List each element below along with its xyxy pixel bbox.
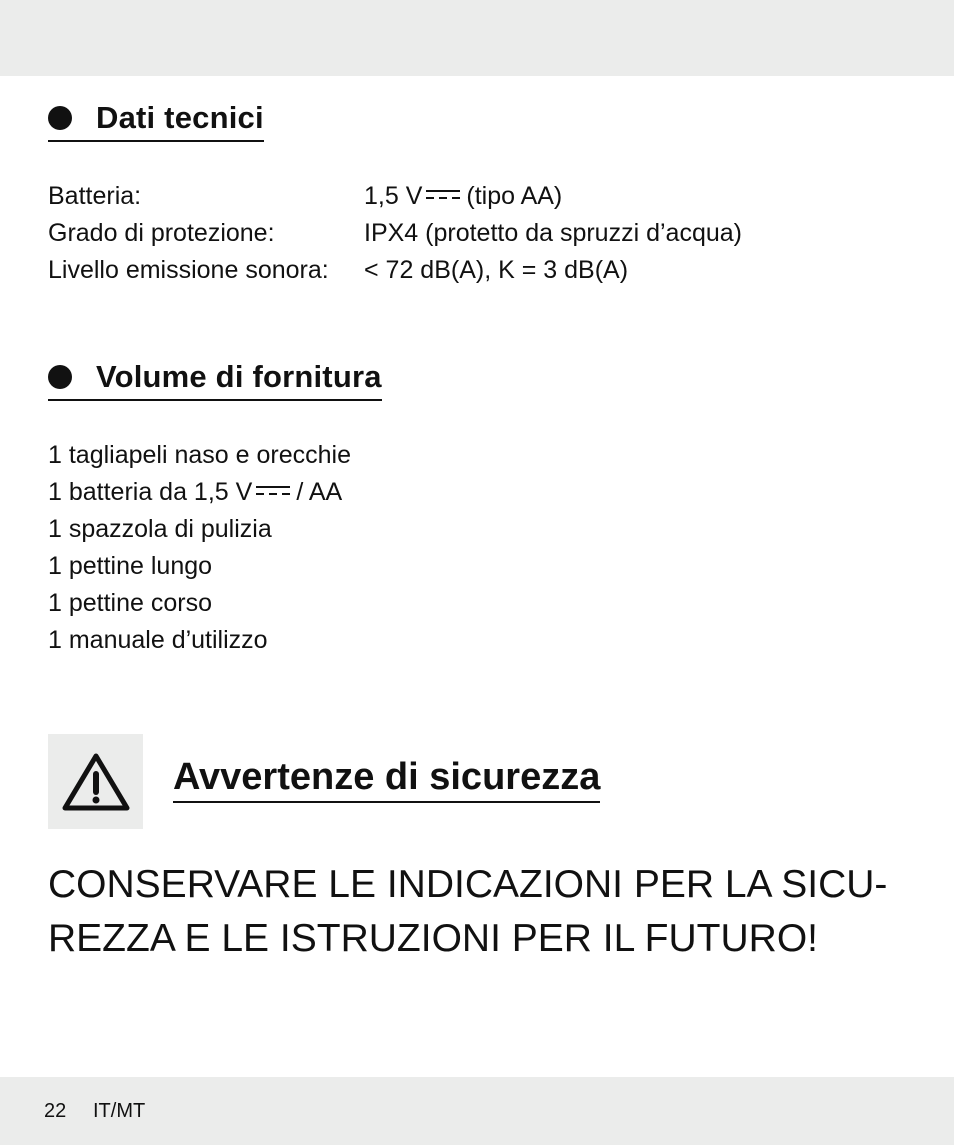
bullet-icon: [48, 365, 72, 389]
list-item: 1 spazzola di pulizia: [48, 515, 272, 543]
supply-list: [48, 437, 351, 659]
spec-label: Grado di protezione:: [48, 219, 275, 247]
spec-value: [364, 178, 562, 215]
list-item-text: / AA: [296, 478, 343, 506]
notice-line: REZZA E LE ISTRUZIONI PER IL FUTURO!: [48, 917, 818, 960]
spec-row: [48, 252, 742, 289]
spec-value-text: 1,5 V: [364, 182, 423, 210]
header-band: [0, 0, 954, 76]
notice-line: CONSERVARE LE INDICAZIONI PER LA SICU-: [48, 863, 888, 906]
warning-triangle-icon: [61, 752, 131, 812]
warning-icon-box: [48, 734, 143, 829]
spec-label: Batteria:: [48, 182, 142, 210]
spec-value: < 72 dB(A), K = 3 dB(A): [364, 256, 629, 284]
supply-heading: [48, 359, 382, 401]
supply-title: Volume di fornitura: [96, 359, 382, 394]
spec-label: Livello emissione sonora:: [48, 256, 329, 284]
spec-value-text: (tipo AA): [466, 182, 563, 210]
list-item: 1 tagliapeli naso e orecchie: [48, 441, 351, 469]
list-item: 1 manuale d’utilizzo: [48, 626, 268, 654]
list-item: [48, 474, 351, 511]
keep-instructions-notice: [48, 858, 908, 966]
bullet-icon: [48, 106, 72, 130]
spec-value: IPX4 (protetto da spruzzi d’acqua): [364, 219, 742, 247]
technical-data-heading: [48, 100, 264, 142]
spec-table: [48, 178, 742, 289]
spec-row: [48, 178, 742, 215]
dc-symbol-icon: [256, 483, 290, 497]
technical-data-title: Dati tecnici: [96, 100, 264, 135]
dc-symbol-icon: [426, 187, 460, 201]
page-number: 22: [44, 1100, 67, 1122]
list-item: 1 pettine corso: [48, 589, 212, 617]
list-item: 1 pettine lungo: [48, 552, 213, 580]
list-item-text: 1 batteria da 1,5 V: [48, 478, 253, 506]
safety-title: Avvertenze di sicurezza: [173, 756, 600, 803]
language-code: IT/MT: [93, 1100, 146, 1122]
spec-row: [48, 215, 742, 252]
